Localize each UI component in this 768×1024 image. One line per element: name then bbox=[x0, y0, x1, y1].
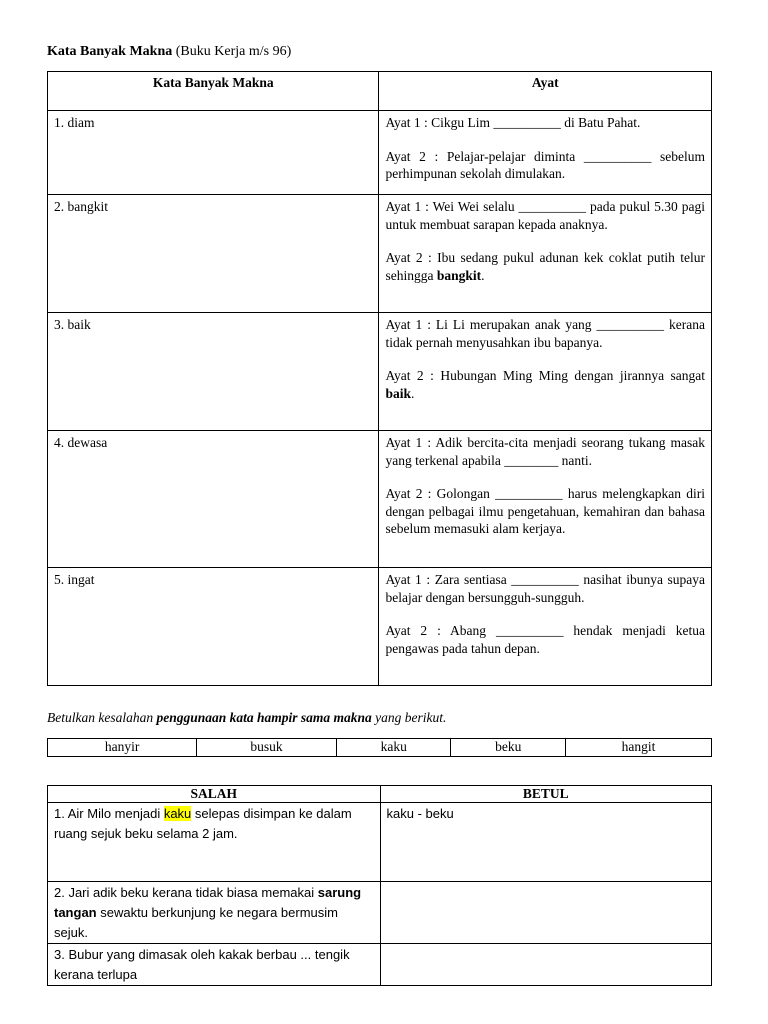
table-row bbox=[48, 803, 712, 882]
table-row bbox=[48, 568, 712, 686]
header-kata: Kata Banyak Makna bbox=[48, 72, 379, 111]
sentence-cell bbox=[379, 111, 712, 195]
table-row bbox=[48, 313, 712, 431]
word-cell: 4. dewasa bbox=[48, 431, 379, 568]
word-cell: 3. baik bbox=[48, 313, 379, 431]
betul-cell[interactable] bbox=[380, 944, 711, 986]
sentence-text: . bbox=[481, 267, 485, 283]
table-row bbox=[48, 195, 712, 313]
table-row bbox=[48, 944, 712, 986]
sentence-1: Ayat 1 : Li Li merupakan anak yang __________ kerana tidak pernah menyusahkan ibu bapanya. bbox=[385, 317, 705, 350]
salah-text: sewaktu berkunjung ke negara bermusim sejuk. bbox=[54, 905, 338, 940]
sentence-text: . bbox=[411, 385, 415, 401]
highlighted-word: kaku bbox=[163, 806, 192, 821]
sentence-1: Ayat 1 : Wei Wei selalu __________ pada pukul 5.30 pagi untuk membuat sarapan kepada anaknya. bbox=[385, 199, 705, 232]
sentence-cell bbox=[379, 195, 712, 313]
sentence-1: Ayat 1 : Adik bercita-cita menjadi seorang tukang masak yang terkenal apabila ________ nanti. bbox=[385, 435, 705, 468]
salah-cell bbox=[48, 882, 381, 944]
salah-text: 1. Air Milo menjadi bbox=[54, 806, 164, 821]
sentence-keyword: bangkit bbox=[436, 267, 482, 283]
header-ayat: Ayat bbox=[379, 72, 712, 111]
sentence-2 bbox=[385, 367, 705, 402]
salah-text: selepas disimpan ke dalam ruang sejuk beku selama 2 jam. bbox=[54, 806, 352, 841]
betul-cell[interactable] bbox=[380, 882, 711, 944]
salah-text: 2. Jari adik beku kerana tidak biasa memakai bbox=[54, 885, 318, 900]
instruction-pre: Betulkan kesalahan bbox=[47, 710, 157, 725]
salah-cell: 3. Bubur yang dimasak oleh kakak berbau ... tengik kerana terlupa bbox=[48, 944, 381, 986]
word-cell: 5. ingat bbox=[48, 568, 379, 686]
sentence-text: Ayat 2 : Hubungan Ming Ming dengan jirannya sangat bbox=[385, 368, 705, 383]
heading-title: Kata Banyak Makna bbox=[47, 44, 173, 59]
sentence-cell bbox=[379, 431, 712, 568]
header-betul: BETUL bbox=[380, 786, 711, 803]
sentence-2: Ayat 2 : Golongan __________ harus melengkapkan diri dengan pelbagai ilmu pengetahuan, kemahiran dan bahasa sebelum memasuki alam kerjaya. bbox=[385, 486, 705, 536]
salah-cell bbox=[48, 803, 381, 882]
salah-betul-table bbox=[47, 785, 712, 986]
sentence-2 bbox=[385, 249, 705, 284]
word-cell: 2. bangkit bbox=[48, 195, 379, 313]
table-row bbox=[48, 882, 712, 944]
sentence-text: Ayat 2 : Ibu sedang pukul adunan kek coklat putih telur sehingga bbox=[385, 250, 705, 283]
table-row bbox=[48, 111, 712, 195]
table-row bbox=[48, 431, 712, 568]
salah-bold: sarung tangan bbox=[54, 885, 362, 920]
sentence-1: Ayat 1 : Zara sentiasa __________ nasihat ibunya supaya belajar dengan bersungguh-sungguh. bbox=[385, 572, 705, 605]
table-header-row bbox=[48, 72, 712, 111]
sentence-cell bbox=[379, 568, 712, 686]
sentence-2: Ayat 2 : Pelajar-pelajar diminta __________ sebelum perhimpunan sekolah dimulakan. bbox=[385, 148, 705, 181]
word-bank-item: kaku bbox=[336, 739, 451, 757]
sentence-cell bbox=[379, 313, 712, 431]
kata-banyak-makna-table bbox=[47, 71, 712, 686]
instruction-text bbox=[47, 710, 446, 726]
word-bank-item: beku bbox=[451, 739, 566, 757]
word-bank-row bbox=[48, 739, 712, 757]
instruction-post: yang berikut. bbox=[371, 710, 447, 725]
header-salah: SALAH bbox=[48, 786, 381, 803]
word-bank-table bbox=[47, 738, 712, 757]
sentence-keyword: baik bbox=[385, 385, 412, 401]
word-bank-item: busuk bbox=[197, 739, 337, 757]
worksheet-heading bbox=[47, 44, 291, 60]
betul-cell[interactable]: kaku - beku bbox=[380, 803, 711, 882]
word-cell: 1. diam bbox=[48, 111, 379, 195]
word-bank-item: hangit bbox=[565, 739, 711, 757]
heading-reference: (Buku Kerja m/s 96) bbox=[175, 44, 292, 59]
sentence-2: Ayat 2 : Abang __________ hendak menjadi ketua pengawas pada tahun depan. bbox=[385, 623, 705, 656]
instruction-bold: penggunaan kata hampir sama makna bbox=[156, 710, 372, 725]
table-header-row bbox=[48, 786, 712, 803]
sentence-1: Ayat 1 : Cikgu Lim __________ di Batu Pahat. bbox=[385, 115, 641, 130]
word-bank-item: hanyir bbox=[48, 739, 197, 757]
